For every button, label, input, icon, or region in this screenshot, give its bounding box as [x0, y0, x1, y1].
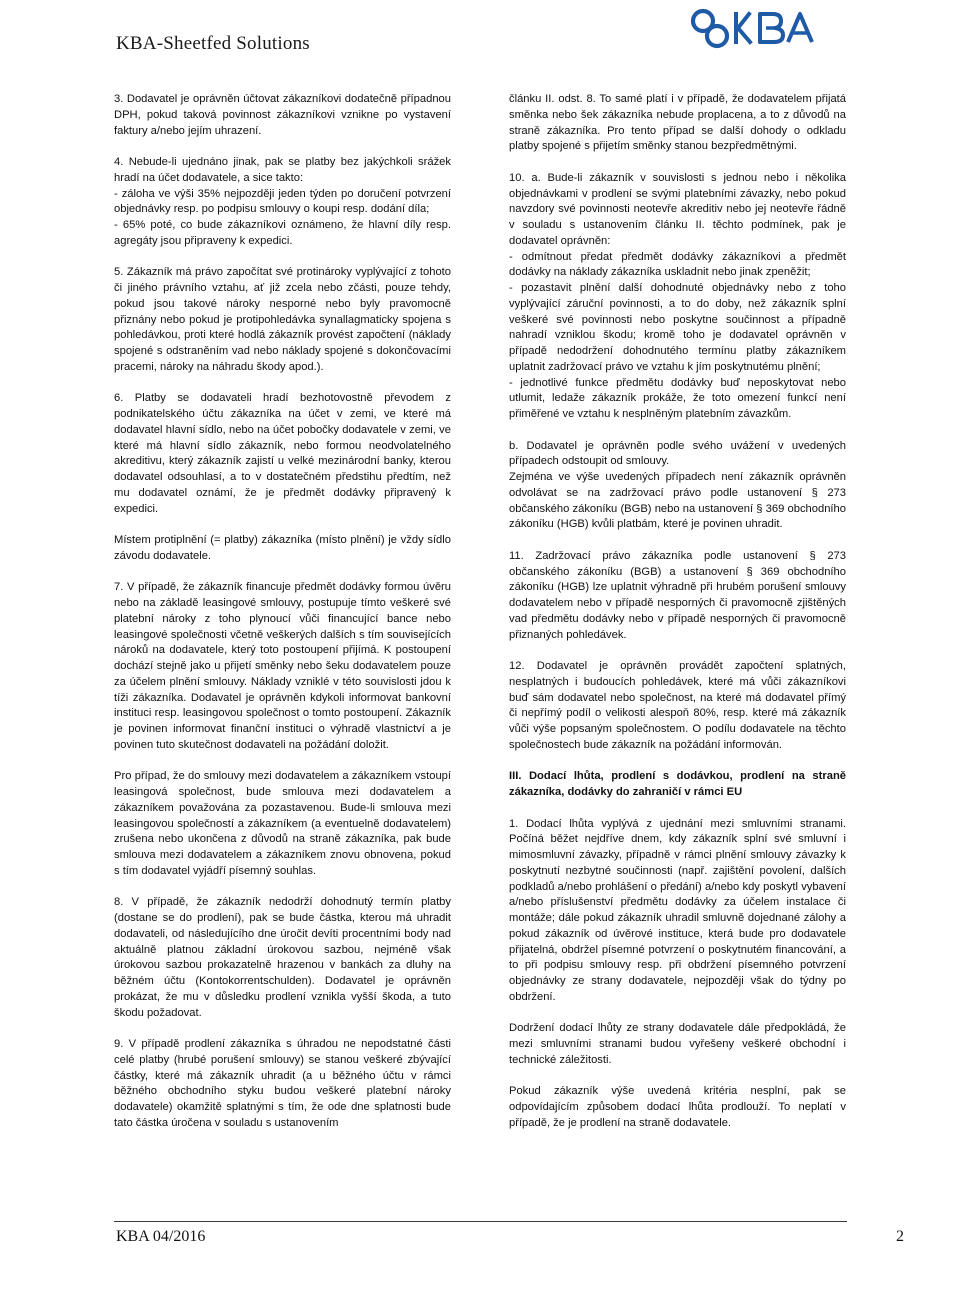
paragraph: III. Dodací lhůta, prodlení s dodávkou, prodlení na straně zákazníka, dodávky do zahraničí v rámci EU — [509, 770, 846, 798]
page-number: 2 — [896, 1228, 904, 1245]
page-footer — [0, 1220, 960, 1302]
paragraph: 10. a. Bude-li zákazník v souvislosti s jednou nebo i několika objednávkami v prodlení se svými platebními závazky, nebo pokud navzdory své povinnosti neotevře akreditiv nebo jej neotevře řádně v souladu s ustanovením článku II. těchto podmínek, pak je dodavatel oprávněn: - odmítnout předat předmět dodávky zákazníkovi a předmět dodávky na náklady zákazníka uskladnit nebo jinak zpeněžit; - pozastavit plnění další dohodnuté objednávky nebo z toho vyplývající záruční povinnosti, a to do doby, než zákazník splní veškeré své povinnosti nebo poskytne součinnost a případně nahradí vzniklou škodu; kromě toho je dodavatel oprávněn v případě nedodržení dohodnutého termínu platby zákazníkem uplatnit zadržovací právo ve vztahu k jím poskytnutému plnění; - jednotlivé funkce předmětu dodávky buď neposkytovat nebo utlumit, ledaže zákazník prokáže, že toto omezení funkcí není přiměřené ve vztahu k nesplněným platebním závazkům. — [509, 171, 846, 420]
paragraph: 7. V případě, že zákazník financuje předmět dodávky formou úvěru nebo na základě leasingové smlouvy, postupuje tímto veškeré své platební nároky z toho plynoucí vůči financující bance nebo leasingové společnosti včetně veškerých dalších s tím souvisejících nároků na dodavatele, který toto postoupení přijímá. K postoupení dochází stejně jako u přijetí směnky nebo šeku dodavatelem pouze za účelem plnění smlouvy. Náklady vzniklé v této souvislosti jdou k tíži zákazníka. Dodavatel je oprávněn kdykoli informovat bankovní instituci resp. leasingovou společnost o tomto postoupení. Zákazník je povinen informovat finanční instituci o výhradě vlastnictví a je povinen tuto skutečnost dodavateli na požádání doložit. — [114, 581, 451, 751]
header-title: KBA-Sheetfed Solutions — [116, 33, 310, 54]
paragraph: 6. Platby se dodavateli hradí bezhotovostně převodem z podnikatelského účtu zákazníka na účet v zemi, ve které má dodavatel hlavní sídlo, nebo na účet pobočky dodavatele v zemi, ve které má hlavní sídlo zákazník, nebo formou neodvolatelného akreditivu, který zákazník zajistí u velké mezinárodní banky, kterou dodavatel odsouhlasí, a to v dostatečném předstihu předtím, než mu dodavatel oznámí, že je předmět dodávky připravený k expedici. — [114, 392, 451, 515]
paragraph: 8. V případě, že zákazník nedodrží dohodnutý termín platby (dostane se do prodlení), pak se bude částka, kterou má uhradit dodavateli, od následujícího dne úročit devíti procentními body nad aktuálně platnou základní úrokovou sazbou, nejméně však úrokovou sazbou prokazatelně hrazenou v bankách za dluhy na běžném účtu (Kontokorrentschulden). Dodavatel je oprávněn prokázat, že mu v důsledku prodlení vznikla vyšší škoda, a tuto škodu požadovat. — [114, 896, 451, 1019]
paragraph: 9. V případě prodlení zákazníka s úhradou ne nepodstatné části celé platby (hrubé porušení smlouvy) se stanou veškeré zbývající částky, které má zákazník uhradit (a u běžného účtu v rámci běžného obchodního styku budou veškeré platební nároky dodavatele) okamžitě splatnými s tím, že ode dne splatnosti bude tato částka úročena v souladu s ustanovením — [114, 1038, 451, 1129]
paragraph: Pro případ, že do smlouvy mezi dodavatelem a zákazníkem vstoupí leasingová společnost, bude smlouva mezi dodavatelem a zákazníkem považována za pozastavenou. Bude-li smlouva mezi leasingovou společností a zákazníkem (a eventuelně dodavatelem) zrušena nebo ukončena z důvodů na straně zákazníka, pak bude smlouva mezi dodavatelem a zákazníkem znovu obnovena, pokud s tím dodavatel vyjádří písemný souhlas. — [114, 770, 451, 877]
paragraph: 12. Dodavatel je oprávněn provádět započtení splatných, nesplatných i budoucích pohledávek, které má vůči zákazníkovi buď sám dodavatel nebo společnost, na které má dodavatel přímý či nepřímý podíl o velikosti alespoň 80%, resp. které má zákazník vůči výše popsaným společnostem. O podílu dodavatele na těchto společnostech bude zákazník na požádání informován. — [509, 660, 846, 751]
paragraph: článku II. odst. 8. To samé platí i v případě, že dodavatelem přijatá směnka nebo šek zákazníka nebude proplacena, a to z důvodů na straně zákazníka. Pro tento případ se další dohody o odkladu platby spojené s přijetím směnky stanou bezpředmětnými. — [509, 93, 846, 153]
paragraph: 1. Dodací lhůta vyplývá z ujednání mezi smluvními stranami. Počíná běžet nejdříve dnem, kdy zákazník splní své smluvní i mimosmluvní závazky, případně v rámci plnění smlouvy závazky k poskytnutí nezbytné součinnosti (např. zajištění povolení, dalších podkladů a/nebo prohlášení o předání) a/nebo kdy poskytl vybavení a/nebo příslušenství předmětu dodávky za účelem instalace či montáže; dále pokud zákazník uhradil smluvně dojednané zálohy a pokud zákazník od úvěrové instituce, která bude pro dodavatele přijatelná, obdržel písemné potvrzení o poskytnutém financování, a to při podpisu smlouvy resp. při obdržení písemného potvrzení objednávky ze strany dodavatele, nejpozději však do týdny po obdržení. — [509, 817, 846, 1003]
kba-logo-icon — [686, 6, 846, 50]
page-header — [0, 0, 960, 70]
left-text-column — [114, 92, 451, 1147]
paragraph: Pokud zákazník výše uvedená kritéria nesplní, pak se odpovídajícím způsobem dodací lhůta prodlouží. To neplatí v případě, že je prodlení na straně dodavatele. — [509, 1085, 846, 1129]
right-text-column — [509, 92, 846, 1147]
paragraph: b. Dodavatel je oprávněn podle svého uvážení v uvedených případech odstoupit od smlouvy. Zejména ve výše uvedených případech není zákazník oprávněn odvolávat se na zadržovací právo podle ustanovení § 273 občanského zákoníku (BGB) nebo na ustanovení § 369 obchodního zákoníku (HGB) kvůli platbám, které je povinen uhradit. — [509, 439, 846, 531]
paragraph: 5. Zákazník má právo započítat své protinároky vyplývající z tohoto či jiného právního vztahu, ať již zcela nebo zčásti, pouze tehdy, pokud jsou takové nároky nesporné nebo byly pravomocně přiznány nebo pokud je protipohledávka synallagmaticky spojena s pohledávkou, proti které hodlá zákazník provést započtení (náklady spojené s odstraněním vad nebo náklady spojené s dokončovacími pracemi, nároky na náhradu škody apod.). — [114, 266, 451, 373]
footer-divider — [114, 1221, 847, 1222]
paragraph: Místem protiplnění (= platby) zákazníka (místo plnění) je vždy sídlo závodu dodavatele. — [114, 534, 451, 562]
paragraph: 11. Zadržovací právo zákazníka podle ustanovení § 273 občanského zákoníku (BGB) a ustanovení § 369 obchodního zákoníku (HGB) lze uplatnit výhradně při hrubém porušení smlouvy dodavatelem nebo v případě nesporných či pravomocně zjištěných vad předmětu dodávky nebo v případě nesporných či pravomocně přiznaných pohledávek. — [509, 549, 846, 641]
kba-logo — [686, 6, 846, 50]
footer-date: KBA 04/2016 — [116, 1228, 206, 1245]
paragraph: Dodržení dodací lhůty ze strany dodavatele dále předpokládá, že mezi smluvními stranami budou vyřešeny veškeré obchodní i technické záležitosti. — [509, 1022, 846, 1066]
paragraph: 3. Dodavatel je oprávněn účtovat zákazníkovi dodatečně případnou DPH, pokud taková povinnost zákazníkovi vznikne po vystavení faktury a/nebo jejím uhrazení. — [114, 93, 451, 137]
paragraph: 4. Nebude-li ujednáno jinak, pak se platby bez jakýchkoli srážek hradí na účet dodavatele, a sice takto: - záloha ve výši 35% nejpozději jeden týden po doručení potvrzení objednávky resp. po podpisu smlouvy o koupi resp. dodání díla; - 65% poté, co bude zákazníkovi oznámeno, že hlavní díly resp. agregáty jsou připraveny k expedici. — [114, 156, 451, 247]
